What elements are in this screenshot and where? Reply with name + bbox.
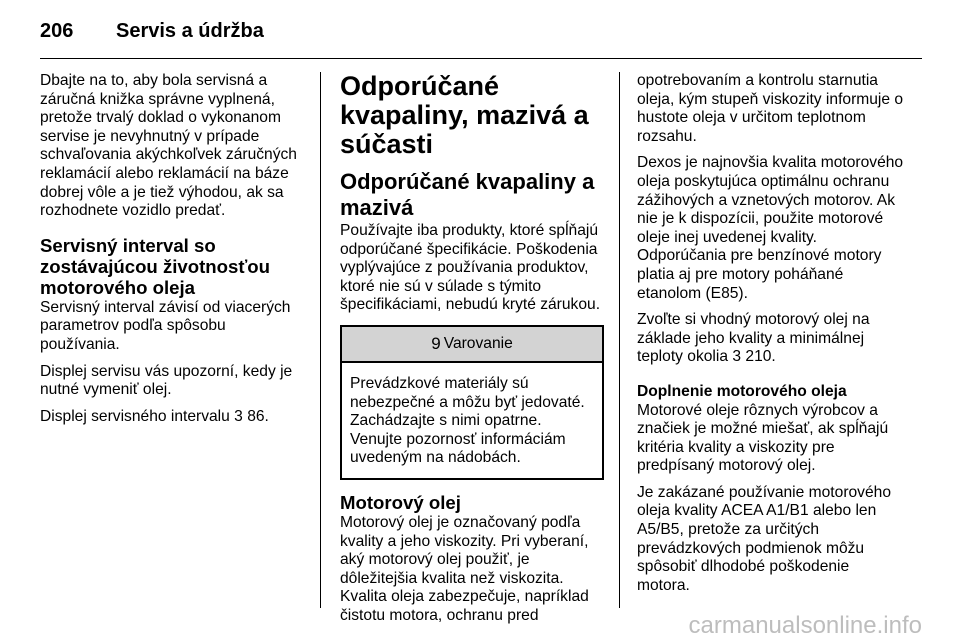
page-reference-arrow-icon: 3 — [732, 348, 742, 366]
oil-refill-heading: Doplnenie motorového oleja — [637, 382, 847, 400]
warranty-paragraph: Dbajte na to, aby bola servisná a záručná knižka správne vyplnená, pretože trvalý doklad o vykonanom servise je nevyhnutný v prípade schvaľovania akýchkoľvek záručných reklamácií alebo reklamácií na báze dobrej vôle a je tiež výhodou, ak sa rozhodnete vozidlo predať. — [40, 72, 297, 220]
header-rule — [40, 58, 922, 59]
column-2 — [340, 72, 604, 634]
reference-page[interactable]: 210. — [745, 348, 776, 366]
warning-box — [340, 325, 604, 480]
column-divider-1 — [320, 72, 321, 608]
reference-text: Displej servisného intervalu — [40, 407, 230, 425]
page-header — [40, 12, 922, 56]
fluids-paragraph: Používajte iba produkty, ktoré spĺňajú odporúčané špecifikácie. Poškodenia vyplývajúce z používania produktov, ktoré nie sú v súlade s týmito špecifikáciami, nebudú kryté zárukou. — [340, 222, 601, 314]
oil-viscosity-paragraph: opotrebovaním a kontrolu starnutia oleja, kým stupeň viskozity informuje o hustote oleja v určitom teplotnom rozsahu. — [637, 72, 904, 145]
column-3 — [637, 72, 905, 603]
oil-selection-paragraph — [637, 311, 905, 367]
page-number: 206 — [40, 20, 74, 42]
service-display-reference — [40, 408, 308, 427]
warning-icon: 9 — [431, 333, 441, 353]
oil-mixing-paragraph: Motorové oleje rôznych výrobcov a značiek je možné miešať, ak spĺňajú kritéria kvality a viskozity pre predpísaný motorový olej. — [637, 401, 889, 475]
page-reference-arrow-icon: 3 — [234, 407, 243, 425]
warning-header — [342, 327, 602, 363]
dexos-paragraph: Dexos je najnovšia kvalita motorového oleja poskytujúca optimálnu ochranu zážihových a vznetových motorov. Ak nie je k dispozícii, použite motorové oleje inej uvedenej kvality. Odporúčania pre benzínové motory platia aj pre motory poháňané etanolom (E85). — [637, 154, 904, 302]
column-divider-2 — [619, 72, 620, 608]
oil-prohibition-paragraph: Je zakázané používanie motorového oleja kvality ACEA A1/B1 alebo len A5/B5, pretože za určitých prevádzkových podmienok môžu spôsobiť dlhodobé poškodenie motora. — [637, 483, 891, 594]
section-title: Odporúčané kvapaliny, mazivá a súčasti — [340, 71, 589, 159]
fluids-heading: Odporúčané kvapaliny a mazivá — [340, 169, 595, 220]
warning-title: Varovanie — [443, 334, 513, 352]
service-interval-paragraph: Servisný interval závisí od viacerých parametrov podľa spôsobu používania. — [40, 298, 291, 353]
engine-oil-heading: Motorový olej — [340, 491, 461, 513]
service-display-paragraph: Displej servisu vás upozorní, kedy je nutné vymeniť olej. — [40, 362, 293, 399]
service-interval-heading: Servisný interval so zostávajúcou životnosťou motorového oleja — [40, 234, 270, 298]
watermark: carmanualsonline.info — [688, 612, 922, 639]
chapter-title: Servis a údržba — [116, 20, 264, 42]
column-1 — [40, 72, 308, 434]
engine-oil-paragraph: Motorový olej je označovaný podľa kvality a jeho viskozity. Pri vyberaní, aký motorový olej použiť, je dôležitejšia kvalita než viskozita. Kvalita oleja zabezpečuje, napríklad čistotu motora, ochranu pred — [340, 513, 589, 624]
oil-selection-text: Zvoľte si vhodný motorový olej na základe jeho kvality a minimálnej teploty okolia — [637, 311, 870, 366]
reference-page[interactable]: 86. — [247, 407, 269, 425]
warning-text: Prevádzkové materiály sú nebezpečné a môžu byť jedovaté. Zachádzajte s nimi opatrne. Venujte pozornosť informáciám uvedeným na nádobách. — [350, 374, 585, 467]
